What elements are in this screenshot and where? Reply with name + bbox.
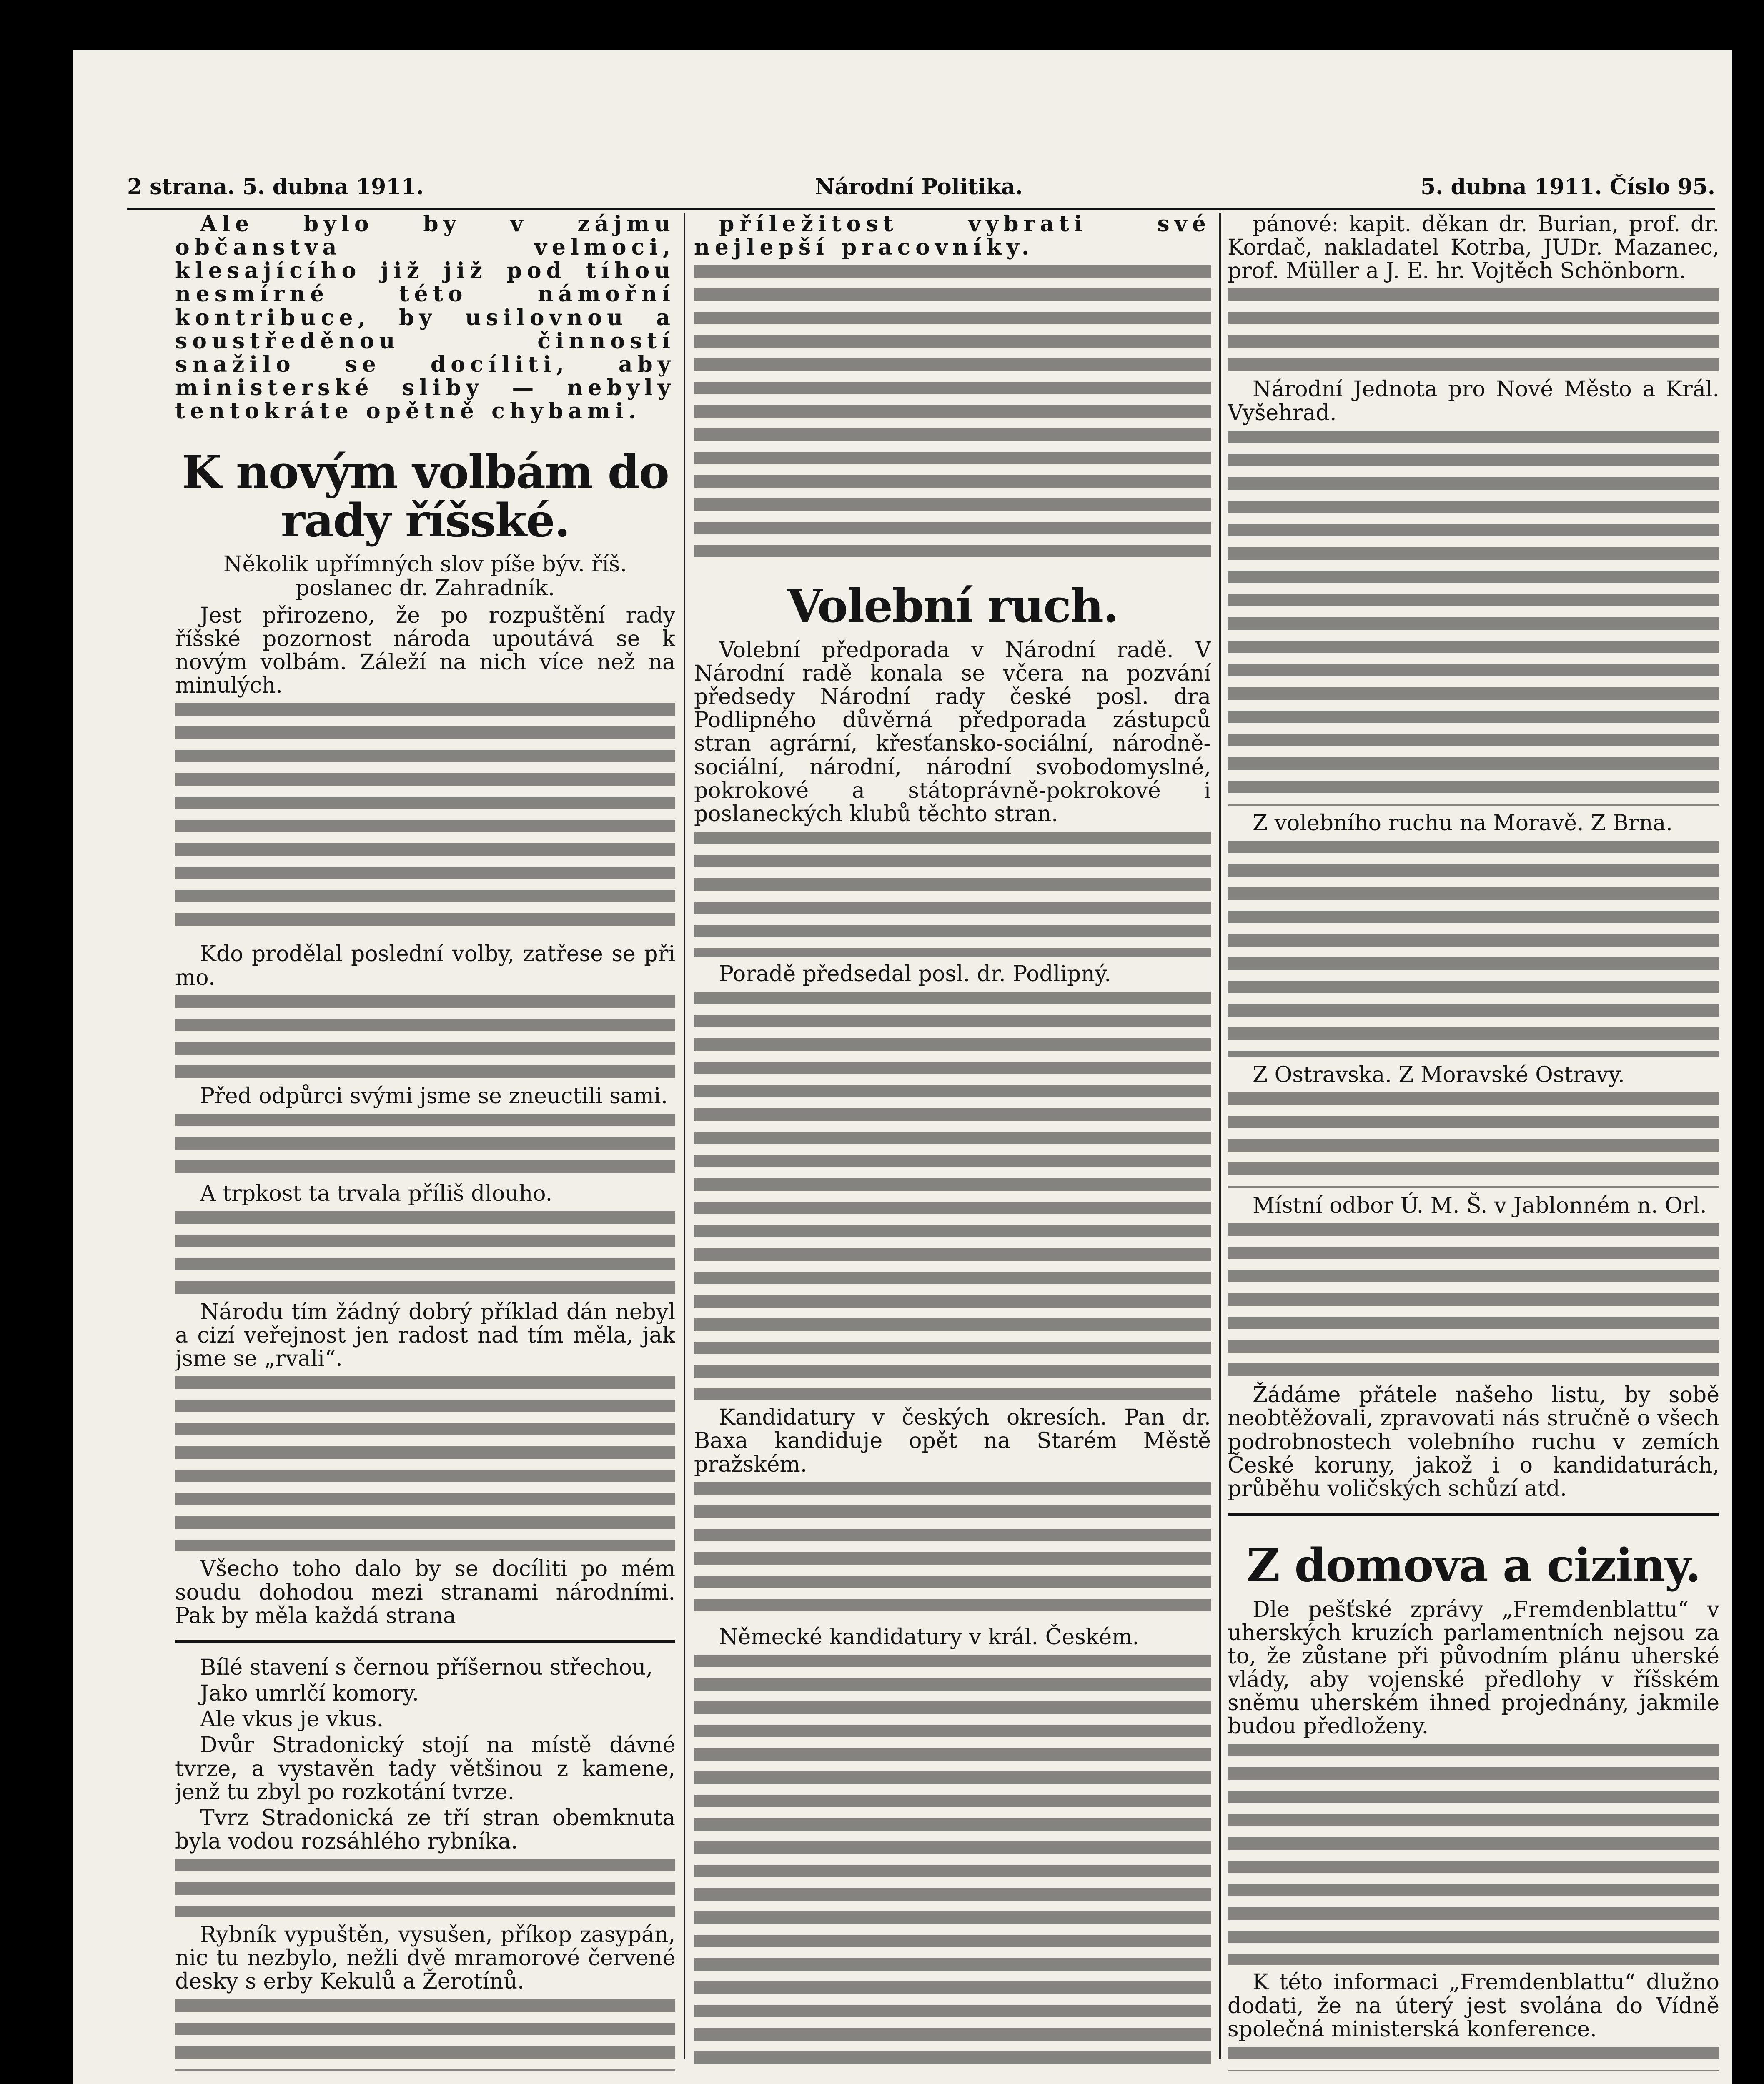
intro-paragraph: Ale bylo by v zájmu občanstva velmoci, klesajícího již již pod tíhou nesmírné této námořní kontribuce, by usilovnou a soustředěnou činností snažilo se docíliti, aby ministerské sliby — nebyly tentokráte opětně chybami. [175,213,675,424]
column-right [1228,213,1719,2071]
paragraph: Kdo prodělal poslední volby, zatřese se při mo. [175,942,675,990]
paragraph: Jest přirozeno, že po rozpuštění rady říšské pozornost národa upoutává se k novým volbám. Záleží na nich více než na minulých. [175,603,675,699]
text-block [694,992,1211,1400]
paragraph: Dle pešťské zprávy „Fremdenblattu“ v uherských kruzích parlamentních nejsou za to, že zůstane při původním plánu uherské vlády, aby vojenské předlohy v říšském sněmu uherském ihned projednány, jakmile budou předloženy. [1228,1597,1719,1739]
text-block [175,1114,675,1176]
header-rule [127,208,1715,210]
text-block [1228,431,1719,806]
text-block [1228,288,1719,372]
paragraph: Poradě předsedal posl. dr. Podlipný. [719,962,1111,987]
masthead-title: Národní Politika. [815,174,1023,200]
paragraph: Volební předporada v Národní radě. V Národní radě konala se včera na pozvání předsedy Národní rady české posl. dra Podlipného důvěrná předporada zástupců stran agrární, křesťansko-sociální, národně-sociální, národní, národní svobodomyslné, pokrokové a státoprávně-pokrokové i poslaneckých klubů těchto stran. [694,637,1211,827]
paragraph: příležitost vybrati své nejlepší pracovníky. [694,213,1211,260]
text-block [175,1376,675,1551]
text-block [694,832,1211,957]
section-title: Z domova a ciziny. [1246,1538,1701,1593]
feuilleton-paragraph: Rybník vypuštěn, vysušen, příkop zasypán, nic tu nezbylo, nežli dvě mramorové červené desky s erby Kekulů a Žerotínů. [175,1922,675,1994]
paragraph: A trpkost ta trvala příliš dlouho. [200,1181,553,1206]
feuilleton-paragraph: Tvrz Stradonická ze tří stran obemknuta byla vodou rozsáhlého rybníka. [175,1805,675,1854]
paragraph: K této informaci „Fremdenblattu“ dlužno dodati, že na úterý jest svolána do Vídně společná ministerská konference. [1228,1970,1719,2042]
header-issue: 5. dubna 1911. Číslo 95. [1421,174,1715,200]
text-block [694,1655,1211,2071]
text-block [1228,1092,1719,1188]
text-block [175,1999,675,2071]
text-block [175,1211,675,1295]
header-date-left: 2 strana. 5. dubna 1911. [127,174,424,200]
column-left [175,213,675,2071]
feuilleton-line: Ale vkus je vkus. [200,1707,384,1732]
column-middle [694,213,1211,2071]
text-block [1228,841,1719,1057]
paragraph: Národu tím žádný dobrý příklad dán nebyl a cizí veřejnost jen radost nad tím měla, jak jsme se „rvali“. [175,1299,675,1372]
text-block [175,995,675,1079]
paragraph: Před odpůrci svými jsme se zneuctili sami. [200,1083,668,1109]
section-title: Volební ruch. [787,579,1118,633]
paragraph: Všecho toho dalo by se docíliti po mém soudu dohodou mezi stranami národními. Pak by měla každá strana [175,1556,675,1628]
section-rule [175,1640,675,1643]
text-block [694,265,1211,557]
column-divider [684,213,685,2059]
paragraph: Místní odbor Ú. M. Š. v Jablonném n. Orl. [1253,1193,1707,1219]
feuilleton-line: Jako umrlčí komory. [200,1681,419,1706]
paragraph: Žádáme přátele našeho listu, by sobě neobtěžovali, zpravovati nás stručně o všech podrobnostech volebního ruchu v zemích České koruny, jakož i o kandidaturách, průběhu voličských schůzí atd. [1228,1383,1719,1501]
text-block [1228,1223,1719,1378]
byline: Několik upřímných slov píše býv. říš. poslanec dr. Zahradník. [223,552,627,601]
page-header [127,174,1715,203]
text-block [1228,2047,1719,2071]
paragraph: Z Ostravska. Z Moravské Ostravy. [1253,1062,1625,1087]
text-block [694,1482,1211,1620]
column-divider [1219,213,1221,2059]
paragraph: Německé kandidatury v král. Českém. [719,1624,1139,1650]
paragraph: Z volebního ruchu na Moravě. Z Brna. [1253,810,1673,836]
paragraph: Kandidatury v českých okresích. Pan dr. Baxa kandiduje opět na Starém Městě pražském. [694,1405,1211,1477]
text-block [175,1859,675,1917]
text-block [1228,1744,1719,1965]
paragraph: pánové: kapit. děkan dr. Burian, prof. dr. Kordač, nakladatel Kotrba, JUDr. Mazanec, prof. Müller a J. E. hr. Vojtěch Schönborn. [1228,213,1719,284]
feuilleton-line: Bílé stavení s černou příšernou střechou, [200,1655,653,1680]
feuilleton-paragraph: Dvůr Stradonický stojí na místě dávné tvrze, a vystavěn tady většinou z kamene, jenž tu zbyl po rozkotání tvrze. [175,1733,675,1805]
paragraph: Národní Jednota pro Nové Město a Král. Vyšehrad. [1228,377,1719,426]
article-title: K novým volbám do rady říšské. [182,445,669,547]
text-block [175,703,675,937]
section-rule [1228,1513,1719,1516]
